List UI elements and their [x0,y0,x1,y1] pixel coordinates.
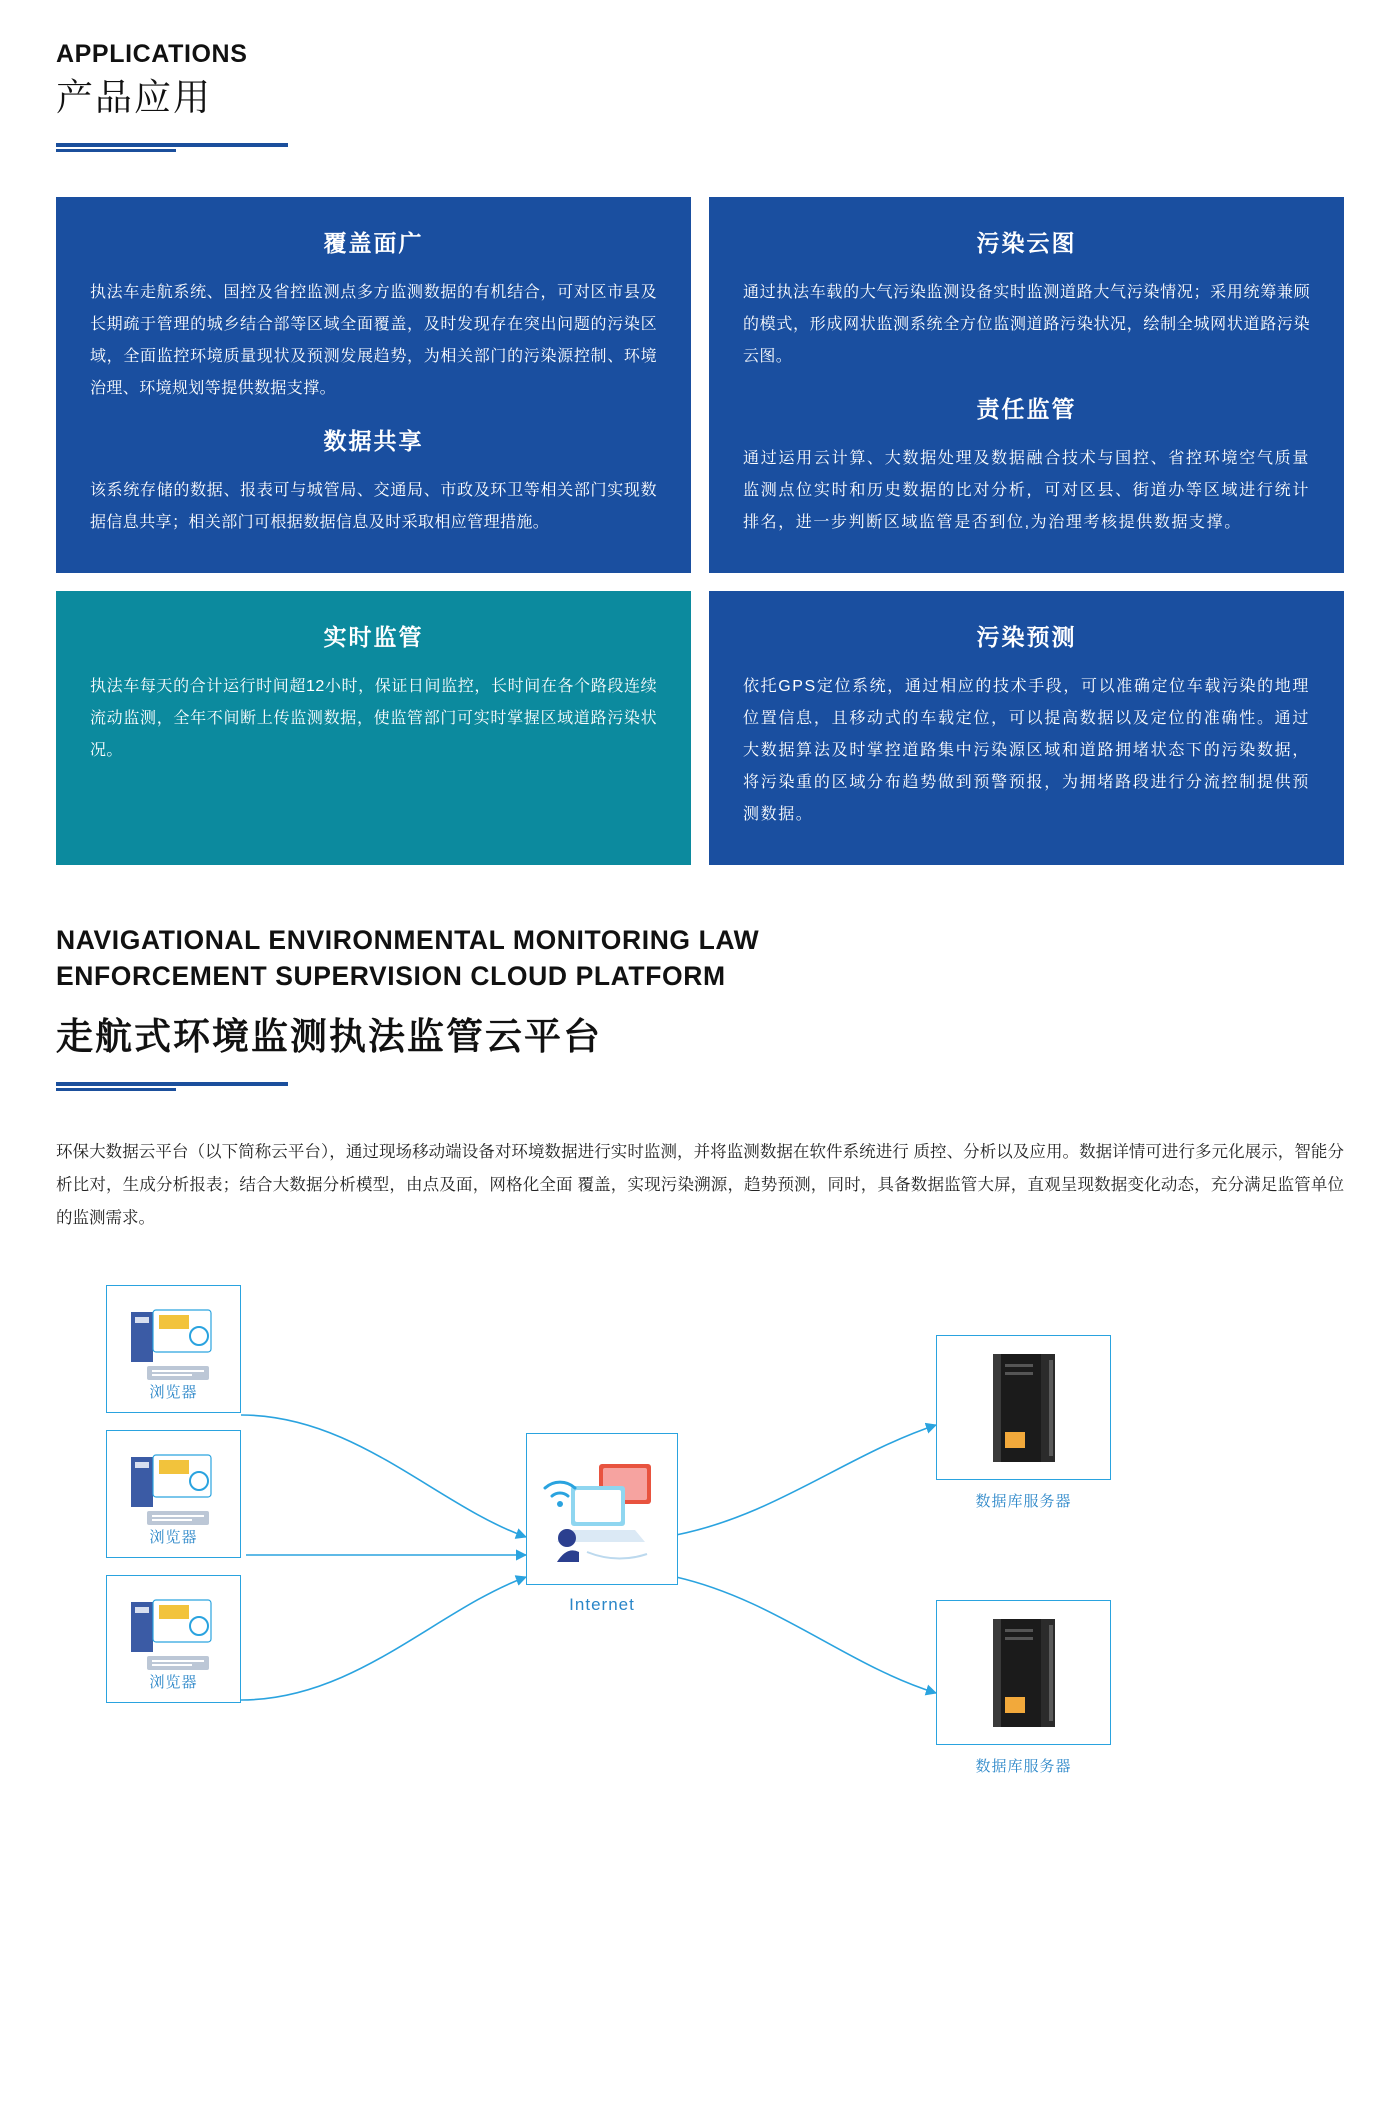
server-rack-icon [937,1336,1110,1479]
card-pollution-cloud-map [709,197,1344,573]
architecture-diagram [56,1265,1344,1825]
browser-node-3 [106,1575,241,1703]
cloud-connectivity-icon [527,1434,677,1584]
platform-eng-line1: NAVIGATIONAL ENVIRONMENTAL MONITORING LAW [56,924,760,955]
card-title: 污染云图 [976,230,1077,257]
card-body: 通过执法车载的大气污染监测设备实时监测道路大气污染情况；采用统筹兼顾的模式，形成网状监测系统全方位监测道路污染状况，绘制全城网状道路污染云图。 [743,284,1310,366]
server-rack-icon [937,1601,1110,1744]
internet-label: Internet [569,1595,635,1615]
platform-title-cn: 走航式环境监测执法监管云平台 [56,1016,602,1058]
database-server-node-1 [936,1335,1111,1480]
card-title: 实时监管 [323,624,424,651]
card-coverage [56,197,691,573]
database-server-label: 数据库服务器 [975,1493,1072,1511]
application-cards [56,197,1344,865]
card-body: 依托GPS定位系统，通过相应的技术手段，可以准确定位车载污染的地理位置信息，且移动式的车载定位，可以提高数据以及定位的准确性。通过大数据算法及时掌控道路集中污染源区域和道路拥堵状态下的污染数据，将污染重的区域分布趋势做到预警预报，为拥堵路段进行分流控制提供预测数据。 [743,677,1310,823]
database-server-label: 数据库服务器 [975,1758,1072,1776]
platform-heading-rule [56,1082,288,1090]
database-server-node-2 [936,1600,1111,1745]
platform-intro-text: 环保大数据云平台（以下简称云平台），通过现场移动端设备对环境数据进行实时监测，并将监测数据在软件系统进行 质控、分析以及应用。数据详情可进行多元化展示，智能分析比对，生成分析报表；结合大数据分析模型，由点及面，网格化全面 覆盖，实现污染溯源，趋势预测，同时，具备数据监管大屏，直观呈现数据变化动态，充分满足监管单位的监测需求。 [56,1143,1344,1228]
card-body: 执法车每天的合计运行时间超12小时，保证日间监控，长时间在各个路段连续流动监测，全年不间断上传监测数据，使监管部门可实时掌握区域道路污染状况。 [90,677,657,759]
card-body-2: 通过运用云计算、大数据处理及数据融合技术与国控、省控环境空气质量监测点位实时和历史数据的比对分析，可对区县、街道办等区域进行统计排名，进一步判断区域监管是否到位,为治理考核提供数据支撑。 [743,450,1310,532]
section-eyebrow: APPLICATIONS [56,40,248,68]
heading-rule [56,143,288,151]
platform-heading [56,923,1344,1091]
applications-heading [56,40,1344,151]
card-pollution-forecast [709,591,1344,865]
card-body-2: 该系统存储的数据、报表可与城管局、交通局、市政及环卫等相关部门实现数据信息共享；相关部门可根据数据信息及时采取相应管理措施。 [90,482,657,532]
card-realtime-supervision [56,591,691,865]
browser-label: 浏览器 [149,1674,198,1692]
card-subtitle: 数据共享 [323,428,424,455]
internet-node [526,1433,678,1585]
card-title: 覆盖面广 [323,230,424,257]
browser-label: 浏览器 [149,1529,198,1547]
diagram-connectors [56,1265,1344,1825]
browser-node-1 [106,1285,241,1413]
card-subtitle: 责任监管 [976,396,1077,423]
card-body: 执法车走航系统、国控及省控监测点多方监测数据的有机结合，可对区市县及长期疏于管理的城乡结合部等区域全面覆盖，及时发现存在突出问题的污染区域，全面监控环境质量现状及预测发展趋势，为相关部门的污染源控制、环境治理、环境规划等提供数据支撑。 [90,284,657,398]
card-title: 污染预测 [976,624,1077,651]
browser-label: 浏览器 [149,1384,198,1402]
browser-node-2 [106,1430,241,1558]
platform-eng-line2: ENFORCEMENT SUPERVISION CLOUD PLATFORM [56,960,726,991]
page-title: 产品应用 [56,77,212,118]
